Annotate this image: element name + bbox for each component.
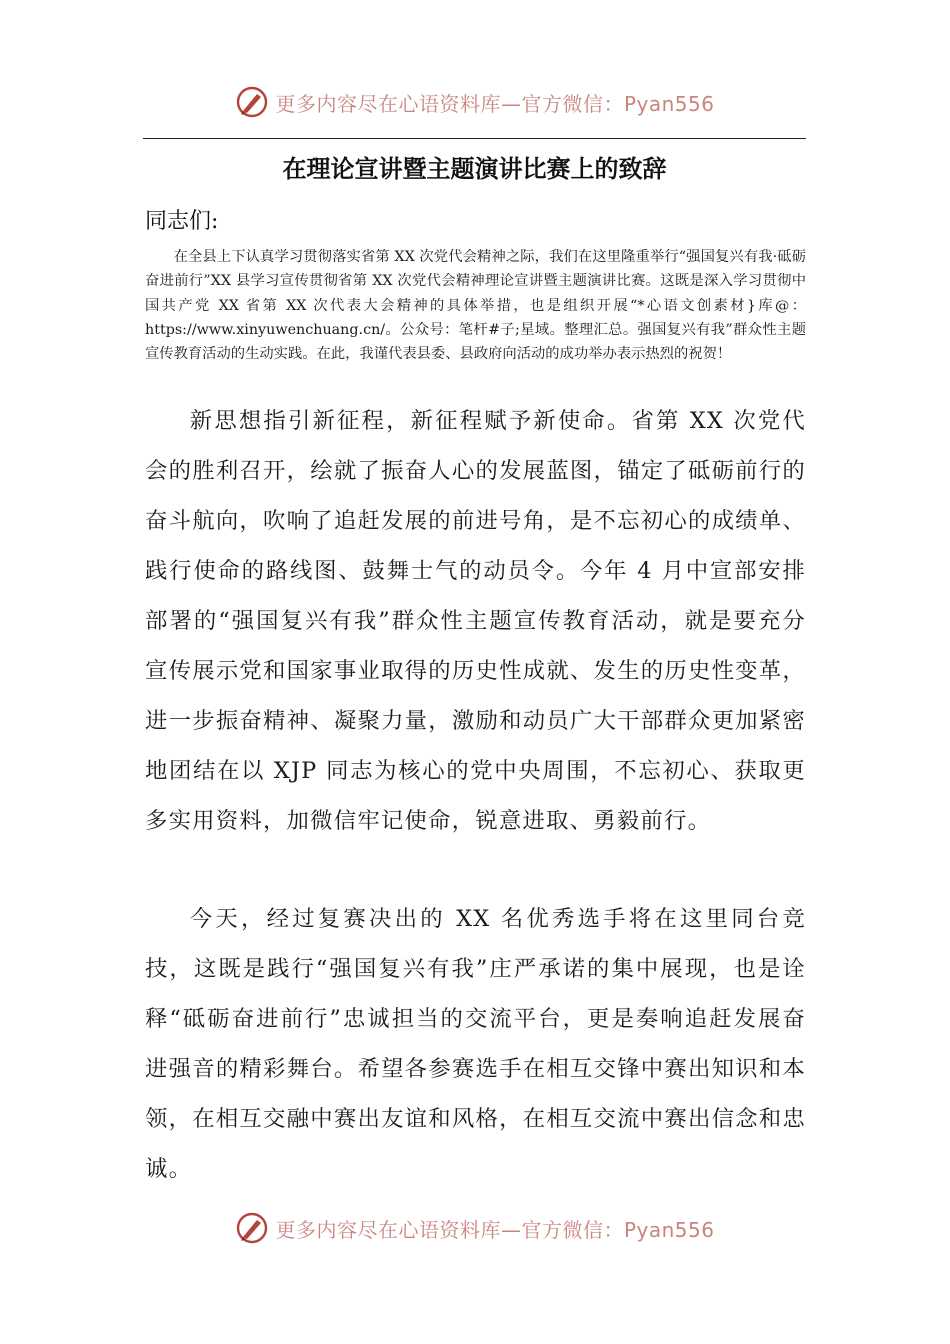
footer-banner xyxy=(0,1208,950,1248)
header-rule xyxy=(143,138,806,139)
header-banner-text: 更多内容尽在心语资料库—官方微信：Pyan556 xyxy=(275,91,715,116)
document-title: 在理论宣讲暨主题演讲比赛上的致辞 xyxy=(282,154,667,183)
salutation: 同志们: xyxy=(145,209,219,234)
pen-logo-icon xyxy=(235,85,269,119)
body-paragraph: 今天，经过复赛决出的 XX 名优秀选手将在这里同台竞技，这既是践行“强国复兴有我”庄严承诺的集中展现，也是诠释“砥砺奋进前行”忠诚担当的交流平台，更是奏响追赶发展奋进强音的精彩舞台。希望各参赛选手在相互交锋中赛出知识和本领，在相互交融中赛出友谊和风格，在相互交流中赛出信念和忠诚。 xyxy=(145,906,806,1182)
footer-banner-text: 更多内容尽在心语资料库—官方微信：Pyan556 xyxy=(275,1217,715,1242)
pen-logo-icon xyxy=(235,1211,269,1245)
body-paragraph: 新思想指引新征程，新征程赋予新使命。省第 XX 次党代会的胜利召开，绘就了振奋人心的发展蓝图，锚定了砥砺前行的奋斗航向，吹响了追赶发展的前进号角，是不忘初心的成绩单、践行使命的路线图、鼓舞士气的动员令。今年 4 月中宣部安排部署的“强国复兴有我”群众性主题宣传教育活动，就是要充分宣传展示党和国家事业取得的历史性成就、发生的历史性变革，进一步振奋精神、凝聚力量，激励和动员广大干部群众更加紧密地团结在以 XJP 同志为核心的党中央周围，不忘初心、获取更多实用资料，加微信牢记使命，锐意进取、勇毅前行。 xyxy=(145,408,806,834)
header-banner xyxy=(0,82,950,122)
intro-paragraph: 在全县上下认真学习贯彻落实省第 XX 次党代会精神之际，我们在这里隆重举行“强国复兴有我·砥砺奋进前行”XX 县学习宣传贯彻省第 XX 次党代会精神理论宣讲暨主题演讲比赛。这既是深入学习贯彻中国共产党 XX 省第 XX 次代表大会精神的具体举措，也是组织开展“*心语文创素材}库@：https://www.xinyuwenchuang.cn/。公众号：笔杆#子;星域。整理汇总。强国复兴有我”群众性主题宣传教育活动的生动实践。在此，我谨代表县委、县政府向活动的成功举办表示热烈的祝贺！ xyxy=(145,249,806,363)
